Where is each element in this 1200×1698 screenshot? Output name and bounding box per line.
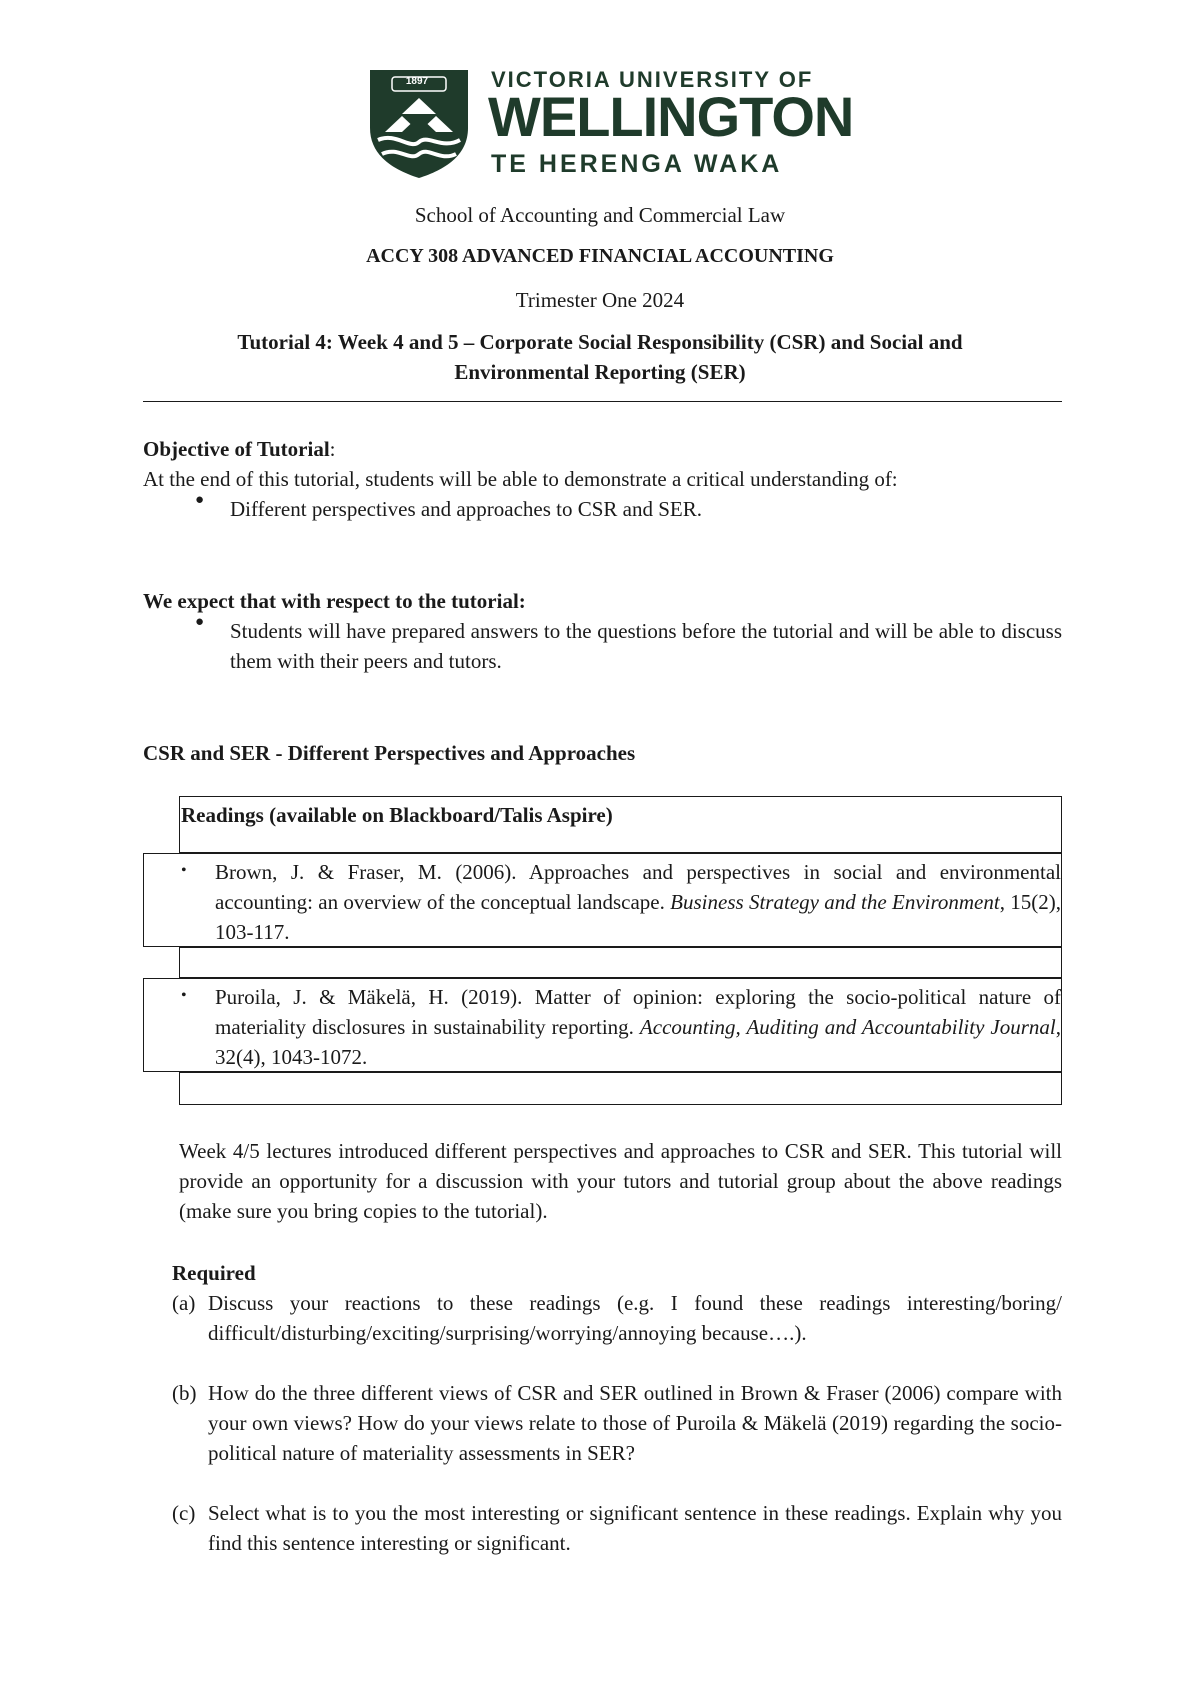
- bullet-icon: ●: [195, 614, 205, 630]
- reading-1-authors: Brown, J. & Fraser, M. (2006). Approaches and perspectives in social and environmental accounting: an overview of the conceptual landscape.: [215, 860, 1061, 914]
- required-item-c: [172, 1498, 1062, 1558]
- expect-bullet: Students will have prepared answers to the questions before the tutorial and will be able to discuss them with their peers and tutors.: [230, 619, 1062, 673]
- logo-line-1: VICTORIA UNIVERSITY OF: [491, 67, 814, 92]
- header-divider: [143, 401, 1062, 402]
- required-item-text: How do the three different views of CSR and SER outlined in Brown & Fraser (2006) compare with your own views? How do your views relate to those of Puroila & Mäkelä (2019) regarding the socio-political nature of materiality assessments in SER?: [208, 1381, 1062, 1465]
- school-name: School of Accounting and Commercial Law: [414, 203, 786, 227]
- expect-heading: We expect that with respect to the tutorial:: [143, 589, 526, 613]
- section-heading: CSR and SER - Different Perspectives and Approaches: [143, 741, 636, 765]
- course-title: ACCY 308 ADVANCED FINANCIAL ACCOUNTING: [366, 245, 834, 267]
- bullet-icon: ●: [195, 492, 205, 508]
- required-item-label: (b): [172, 1381, 197, 1405]
- required-item-text: Select what is to you the most interesting or significant sentence in these readings. Explain why you find this sentence interesting or significant.: [208, 1501, 1062, 1555]
- bullet-icon: •: [181, 862, 187, 879]
- reading-2-journal: Accounting, Auditing and Accountability Journal: [639, 1015, 1056, 1039]
- reading-2: [215, 982, 1061, 1072]
- required-item-label: (c): [172, 1501, 196, 1525]
- objective-intro: At the end of this tutorial, students will be able to demonstrate a critical understanding of:: [143, 467, 898, 491]
- objective-heading-row: [143, 434, 336, 464]
- required-heading: Required: [172, 1261, 256, 1285]
- bullet-icon: •: [181, 987, 187, 1004]
- reading-2-authors: Puroila, J. & Mäkelä, H. (2019). Matter of opinion: exploring the socio-political nature of materiality disclosures in sustainability reporting.: [215, 985, 1061, 1039]
- objective-colon: :: [329, 437, 336, 461]
- reading-2-details: , 32(4), 1043-1072.: [215, 1015, 1061, 1069]
- readings-spacer-cell: [179, 947, 1062, 978]
- required-item-b: [172, 1378, 1062, 1468]
- tutorial-title: [0, 327, 1200, 387]
- objective-heading: Objective of Tutorial: [143, 437, 330, 461]
- required-item-a: [172, 1288, 1062, 1348]
- objective-bullet: Different perspectives and approaches to CSR and SER.: [230, 497, 702, 521]
- reading-1-details: , 15(2), 103-117.: [215, 890, 1062, 944]
- logo-line-3: TE HERENGA WAKA: [491, 150, 783, 178]
- required-item-text: Discuss your reactions to these readings (e.g. I found these readings interesting/boring/ difficult/disturbing/exciting/surprising/worrying/annoying because….).: [208, 1291, 1062, 1345]
- required-item-label: (a): [172, 1291, 196, 1315]
- intro-paragraph: Week 4/5 lectures introduced different perspectives and approaches to CSR and SER. This tutorial will provide an opportunity for a discussion with your tutors and tutorial group about the above readings (make sure you bring copies to the tutorial).: [179, 1139, 1062, 1223]
- reading-1-journal: Business Strategy and the Environment: [670, 890, 1000, 914]
- tutorial-title-line-2: Environmental Reporting (SER): [454, 360, 746, 384]
- tutorial-title-line-1: Tutorial 4: Week 4 and 5 – Corporate Social Responsibility (CSR) and Social and: [237, 330, 963, 354]
- reading-1: [215, 857, 1061, 947]
- readings-header: Readings (available on Blackboard/Talis Aspire): [181, 803, 613, 827]
- logo-line-2: WELLINGTON: [488, 85, 854, 148]
- university-logo: [364, 62, 854, 192]
- readings-spacer-cell: [179, 1072, 1062, 1105]
- crest-year: 1897: [405, 76, 429, 87]
- term: Trimester One 2024: [515, 288, 685, 312]
